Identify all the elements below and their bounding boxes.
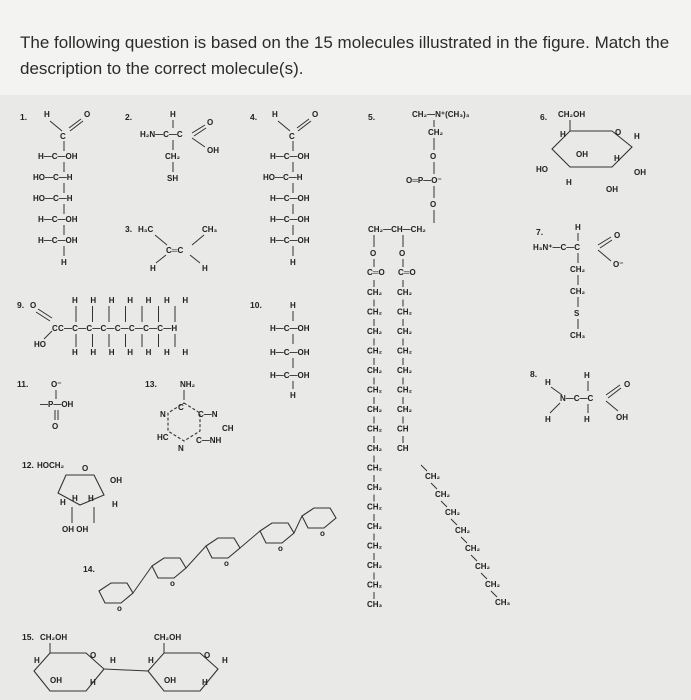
label-6: 6. (540, 112, 548, 122)
chain-diag-atom: CH₂ (455, 526, 471, 535)
svg-text:H—C—OH: H—C—OH (270, 348, 310, 357)
label-12: 12. (22, 460, 34, 470)
molecule-12 (22, 460, 122, 534)
svg-text:C: C (52, 324, 58, 333)
molecule-8 (530, 369, 630, 424)
svg-text:H: H (90, 678, 96, 687)
molecule-6 (536, 110, 646, 194)
svg-text:CH₂: CH₂ (428, 128, 444, 137)
svg-text:OH: OH (576, 150, 588, 159)
svg-text:HO—C—H: HO—C—H (33, 173, 73, 182)
sugar-ring (99, 583, 133, 603)
label-9: 9. (17, 300, 25, 310)
svg-text:O: O (204, 651, 211, 660)
svg-text:OH: OH (110, 476, 122, 485)
svg-text:OH OH: OH OH (62, 525, 89, 534)
molecule-5 (367, 110, 511, 609)
label-2: 2. (125, 112, 133, 122)
svg-text:H: H (112, 500, 118, 509)
label-7: 7. (536, 227, 544, 237)
svg-text:C═O: C═O (367, 268, 385, 277)
svg-text:OH: OH (164, 676, 176, 685)
chain-left-atom: CH₂ (367, 522, 383, 531)
svg-text:O: O (370, 249, 377, 258)
svg-text:H: H (44, 110, 50, 119)
svg-text:H: H (61, 258, 67, 267)
svg-text:O: O (30, 301, 37, 310)
chain-left-atom: CH₂ (367, 327, 383, 336)
chain-diag-atom: CH₃ (495, 598, 511, 607)
svg-text:C: C (178, 403, 184, 412)
molecule-13 (145, 379, 234, 453)
molecule-4 (250, 110, 318, 267)
svg-text:HO: HO (34, 340, 46, 349)
chain-left-atom: CH₂ (367, 288, 383, 297)
svg-text:O: O (624, 380, 631, 389)
svg-text:N: N (160, 410, 166, 419)
svg-text:SH: SH (167, 174, 179, 183)
label-15: 15. (22, 632, 34, 642)
ring-oxygen: o (170, 579, 175, 588)
svg-text:H H H H H H H: H H H H H H H (72, 348, 194, 357)
svg-text:H—C—OH: H—C—OH (38, 236, 78, 245)
label-10: 10. (250, 300, 262, 310)
label-8: 8. (530, 369, 538, 379)
svg-text:H₃N⁺—C—C: H₃N⁺—C—C (533, 243, 581, 252)
svg-text:C═C: C═C (166, 246, 184, 255)
chain-left-atom: CH₂ (367, 541, 383, 551)
label-13: 13. (145, 379, 157, 389)
molecule-14 (83, 508, 336, 613)
svg-text:H: H (634, 132, 640, 141)
svg-text:OH: OH (606, 185, 618, 194)
svg-text:H: H (202, 264, 208, 273)
svg-text:CH₃: CH₃ (570, 331, 586, 340)
svg-text:O: O (82, 464, 89, 473)
molecule-15 (22, 632, 228, 691)
svg-text:H: H (170, 110, 176, 119)
svg-text:H: H (272, 110, 278, 119)
sugar-ring (206, 538, 240, 558)
svg-text:O: O (84, 110, 91, 119)
svg-text:H—C—OH: H—C—OH (270, 236, 310, 245)
chain-right-atom: CH₂ (397, 405, 413, 414)
chain-left-atom: CH₃ (367, 600, 383, 609)
svg-text:CH₂: CH₂ (165, 152, 181, 161)
chain-right-atom: CH₂ (397, 366, 413, 375)
svg-text:OH: OH (207, 146, 219, 155)
sugar-ring (260, 523, 294, 543)
svg-text:H: H (202, 678, 208, 687)
chain-right-atom: CH (397, 424, 409, 434)
svg-text:O: O (614, 231, 621, 240)
ring-oxygen: o (278, 544, 283, 553)
molecule-11 (17, 379, 74, 431)
chain-left-atom: CH₂ (367, 444, 383, 453)
label-5: 5. (368, 112, 376, 122)
chain-right-atom: CH₂ (397, 346, 413, 356)
svg-text:HO: HO (536, 165, 548, 174)
svg-text:HC: HC (157, 433, 169, 442)
svg-text:H: H (72, 494, 78, 503)
molecule-1 (20, 110, 90, 267)
svg-text:S: S (574, 309, 580, 318)
svg-text:N—C—C: N—C—C (560, 394, 594, 403)
chain-right-atom: CH (397, 444, 409, 453)
svg-text:O: O (399, 249, 406, 258)
svg-text:H—C—OH: H—C—OH (270, 152, 310, 161)
chain-diag-atom: CH₂ (425, 472, 441, 481)
svg-text:H—C—OH: H—C—OH (270, 215, 310, 224)
chain-left-atom: CH₂ (367, 424, 383, 434)
svg-text:H: H (575, 223, 581, 232)
ring-oxygen: o (224, 559, 229, 568)
svg-text:O: O (430, 200, 437, 209)
svg-text:CH: CH (222, 424, 234, 433)
svg-text:O: O (312, 110, 319, 119)
svg-text:H: H (34, 656, 40, 665)
chain-right-atom: CH₂ (397, 307, 413, 317)
chain-right-atom: CH₂ (397, 327, 413, 336)
molecule-9 (17, 296, 193, 357)
svg-text:CH₂: CH₂ (570, 287, 586, 296)
svg-text:H: H (150, 264, 156, 273)
svg-text:H: H (290, 258, 296, 267)
label-1: 1. (20, 112, 28, 122)
svg-text:H: H (290, 391, 296, 400)
svg-text:H: H (614, 154, 620, 163)
molecule-diagram (0, 95, 691, 700)
sugar-ring (302, 508, 336, 528)
svg-text:O: O (52, 422, 59, 431)
svg-text:H₂N—C—C: H₂N—C—C (140, 130, 183, 139)
svg-text:O⁻: O⁻ (613, 260, 624, 269)
chain-left-atom: CH₂ (367, 307, 383, 317)
svg-text:H H H H H H H: H H H H H H H (72, 296, 194, 305)
molecule-7 (533, 223, 623, 340)
svg-text:H: H (545, 378, 551, 387)
svg-text:H: H (584, 371, 590, 380)
svg-text:O: O (615, 128, 622, 137)
svg-text:CH₃: CH₃ (202, 225, 218, 234)
svg-text:H—C—OH: H—C—OH (38, 152, 78, 161)
svg-text:H: H (148, 656, 154, 665)
svg-text:C—N: C—N (198, 410, 218, 419)
svg-text:O═P—O⁻: O═P—O⁻ (406, 176, 442, 185)
chain-diag-atom: CH₂ (465, 544, 481, 553)
svg-text:HO—C—H: HO—C—H (263, 173, 303, 182)
svg-text:CH₂: CH₂ (570, 265, 586, 274)
chain-left-atom: CH₂ (367, 346, 383, 356)
svg-text:CH₂—N⁺(CH₃)₃: CH₂—N⁺(CH₃)₃ (412, 110, 470, 119)
label-3: 3. (125, 224, 133, 234)
chain-left-atom: CH₂ (367, 580, 383, 590)
chain-left-atom: CH₂ (367, 385, 383, 395)
svg-text:N: N (178, 444, 184, 453)
chain-diag-atom: CH₂ (435, 490, 451, 499)
svg-text:H₃C: H₃C (138, 225, 154, 234)
svg-text:CH₂OH: CH₂OH (40, 633, 68, 642)
chain-diag-atom: CH₂ (475, 562, 491, 571)
chain-left-atom: CH₂ (367, 405, 383, 414)
svg-text:HOCH₂: HOCH₂ (37, 461, 65, 470)
svg-text:OH: OH (634, 168, 646, 177)
svg-text:H: H (584, 415, 590, 424)
label-4: 4. (250, 112, 258, 122)
svg-text:CH₂—CH—CH₂: CH₂—CH—CH₂ (368, 225, 426, 234)
svg-text:C—C—C—C—C—C—C—C—H: C—C—C—C—C—C—C—C—H (58, 324, 178, 333)
svg-text:H: H (545, 415, 551, 424)
molecule-10 (250, 300, 310, 400)
svg-text:O⁻: O⁻ (51, 380, 62, 389)
svg-text:C: C (289, 132, 295, 141)
svg-text:H—C—OH: H—C—OH (270, 194, 310, 203)
svg-text:O: O (207, 118, 214, 127)
chain-right-atom: CH₂ (397, 288, 413, 297)
ring-oxygen: o (320, 529, 325, 538)
svg-text:OH: OH (50, 676, 62, 685)
svg-text:O: O (430, 152, 437, 161)
chain-right-atom: CH₂ (397, 385, 413, 395)
question-text: The following question is based on the 15 molecules illustrated in the figure. Match the description to the correct molecule(s). (20, 33, 670, 78)
svg-text:H: H (222, 656, 228, 665)
svg-text:H: H (88, 494, 94, 503)
chain-left-atom: CH₂ (367, 366, 383, 375)
svg-text:C═O: C═O (398, 268, 416, 277)
svg-text:C—NH: C—NH (196, 436, 222, 445)
label-11: 11. (17, 379, 29, 389)
svg-text:CH₂OH: CH₂OH (154, 633, 182, 642)
label-14: 14. (83, 564, 95, 574)
chain-diag-atom: CH₂ (485, 580, 501, 589)
svg-text:NH₂: NH₂ (180, 380, 196, 389)
svg-text:H: H (60, 498, 66, 507)
ring-oxygen: o (117, 604, 122, 613)
svg-text:H: H (290, 301, 296, 310)
svg-text:HO—C—H: HO—C—H (33, 194, 73, 203)
chain-left-atom: CH₂ (367, 483, 383, 492)
svg-text:O: O (90, 651, 97, 660)
molecule-2 (125, 110, 219, 183)
sugar-ring (152, 558, 186, 578)
svg-text:C: C (60, 132, 66, 141)
molecule-figure (0, 95, 691, 700)
svg-text:H—C—OH: H—C—OH (38, 215, 78, 224)
svg-text:H: H (560, 130, 566, 139)
svg-text:CH₂OH: CH₂OH (558, 110, 586, 119)
svg-text:H: H (566, 178, 572, 187)
svg-text:OH: OH (616, 413, 628, 422)
svg-text:H—C—OH: H—C—OH (270, 324, 310, 333)
molecule-3 (125, 224, 218, 273)
chain-left-atom: CH₂ (367, 463, 383, 473)
chain-left-atom: CH₂ (367, 502, 383, 512)
chain-diag-atom: CH₂ (445, 508, 461, 517)
chain-left-atom: CH₂ (367, 561, 383, 570)
svg-text:H—C—OH: H—C—OH (270, 371, 310, 380)
svg-text:—P—OH: —P—OH (40, 400, 74, 409)
svg-text:H: H (110, 656, 116, 665)
